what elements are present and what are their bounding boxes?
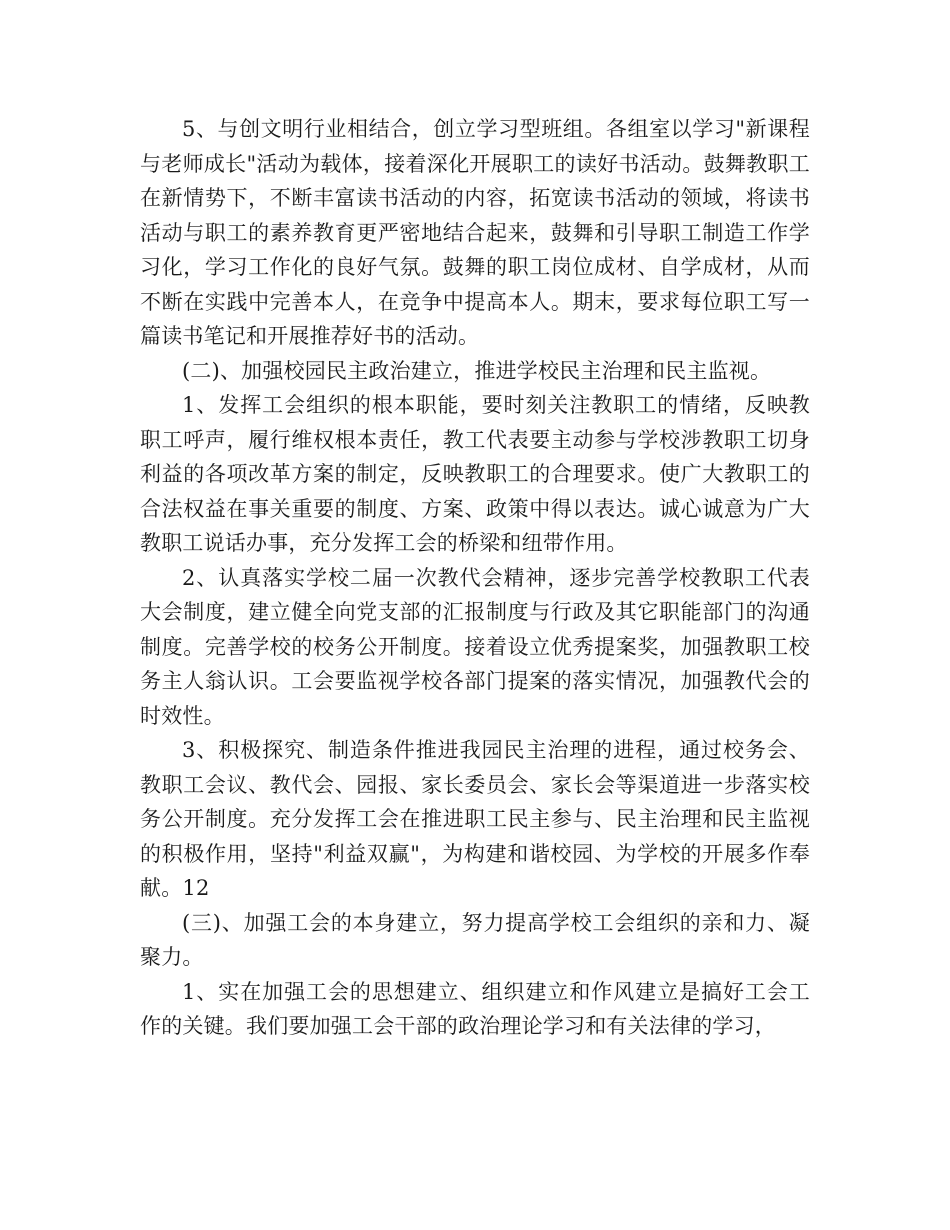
section-heading-union-building: (三)、加强工会的本身建立，努力提高学校工会组织的亲和力、凝聚力。 (140, 910, 810, 969)
paragraph-union-functions: 1、发挥工会组织的根本职能，要时刻关注教职工的情绪，反映教职工呼声，履行维权根本责任，教工代表要主动参与学校涉教职工切身利益的各项改革方案的制定，反映教职工的合理要求。使广大教职工的合法权益在事关重要的制度、方案、政策中得以表达。诚心诚意为广大教职工说话办事，充分发挥工会的桥梁和纽带作用。 (140, 393, 810, 555)
section-heading-democratic-governance: (二)、加强校园民主政治建立，推进学校民主治理和民主监视。 (182, 358, 772, 383)
paragraph-staff-congress: 2、认真落实学校二届一次教代会精神，逐步完善学校教职工代表大会制度，建立健全向党支部的汇报制度与行政及其它职能部门的沟通制度。完善学校的校务公开制度。接着设立优秀提案奖，加强教职工校务主人翁认识。工会要监视学校各部门提案的落实情况，加强教代会的时效性。 (140, 565, 810, 728)
document-page (140, 112, 810, 1044)
paragraph-reading-activity: 5、与创文明行业相结合，创立学习型班组。各组室以学习"新课程与老师成长"活动为载体，接着深化开展职工的读好书活动。鼓舞教职工在新情势下，不断丰富读书活动的内容，拓宽读书活动的领域，将读书活动与职工的素养教育更严密地结合起来，鼓舞和引导职工制造工作学习化，学习工作化的良好气氛。鼓舞的职工岗位成材、自学成材，从而不断在实践中完善本人，在竞争中提高本人。期末，要求每位职工写一篇读书笔记和开展推荐好书的活动。 (140, 117, 810, 348)
paragraph-union-construction: 1、实在加强工会的思想建立、组织建立和作风建立是搞好工会工作的关键。我们要加强工会干部的政治理论学习和有关法律的学习， (140, 979, 810, 1038)
paragraph-democratic-management: 3、积极探究、制造条件推进我园民主治理的进程，通过校务会、教职工会议、教代会、园报、家长委员会、家长会等渠道进一步落实校务公开制度。充分发挥工会在推进职工民主参与、民主治理和民主监视的积极作用，坚持"利益双赢"，为构建和谐校园、为学校的开展多作奉献。12 (140, 738, 810, 900)
